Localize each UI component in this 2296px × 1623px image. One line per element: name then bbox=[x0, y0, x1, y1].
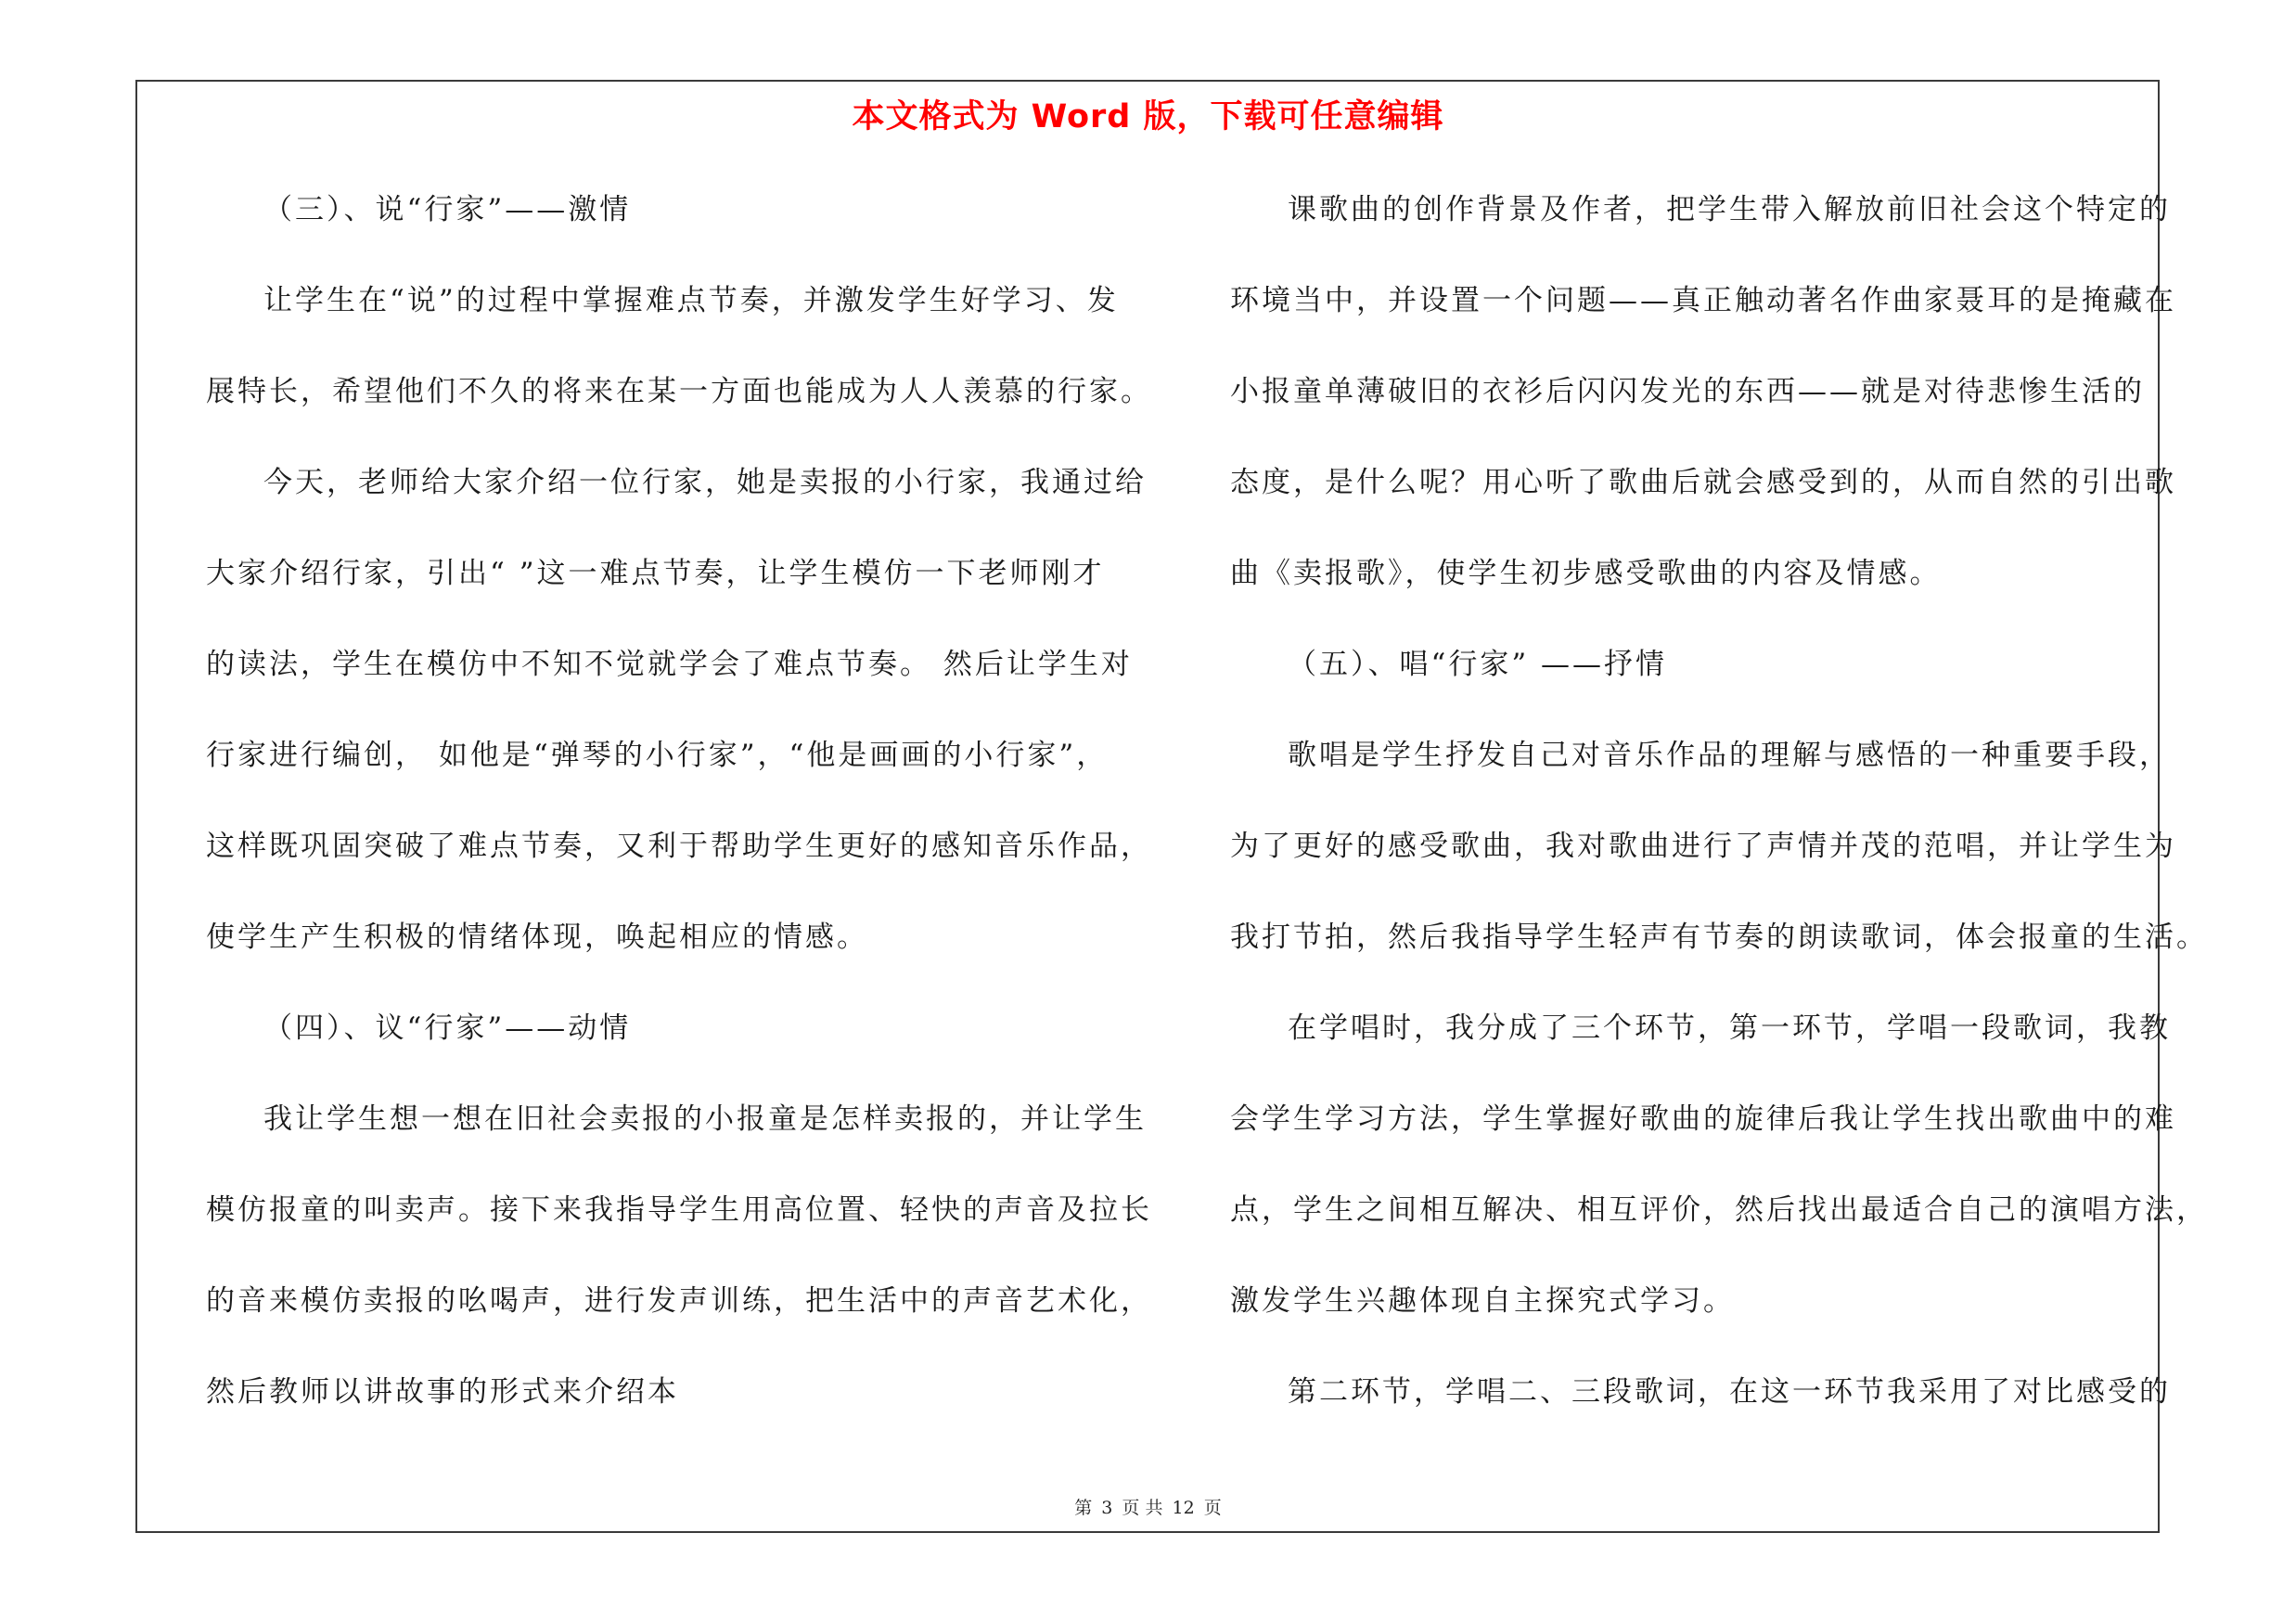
paragraph-line: 使学生产生积极的情绪体现，唤起相应的情感。 bbox=[206, 921, 868, 954]
paragraph-line: 课歌曲的创作背景及作者，把学生带入解放前旧社会这个特定的 bbox=[1288, 193, 2171, 226]
paragraph-line: 环境当中，并设置一个问题——真正触动著名作曲家聂耳的是掩藏在 bbox=[1230, 284, 2176, 317]
footer-prefix: 第 bbox=[1074, 1498, 1093, 1518]
paragraph-line: 小报童单薄破旧的衣衫后闪闪发光的东西——就是对待悲惨生活的 bbox=[1230, 375, 2145, 408]
footer-suffix: 页 bbox=[1203, 1498, 1222, 1518]
paragraph-line: 让学生在“说”的过程中掌握难点节奏，并激发学生好学习、发 bbox=[263, 284, 1119, 317]
total-pages-number: 12 bbox=[1172, 1498, 1195, 1518]
paragraph-line: 会学生学习方法，学生掌握好歌曲的旋律后我让学生找出歌曲中的难 bbox=[1230, 1102, 2176, 1136]
paragraph-line: 我打节拍，然后我指导学生轻声有节奏的朗读歌词，体会报童的生活。 bbox=[1230, 921, 2208, 954]
paragraph-line: 的读法，学生在模仿中不知不觉就学会了难点节奏。 然后让学生对 bbox=[206, 648, 1133, 681]
format-banner: 本文格式为 Word 版，下载可任意编辑 bbox=[852, 98, 1444, 135]
heading-section-5: （五）、唱“行家” ——抒情 bbox=[1288, 648, 1668, 681]
right-column bbox=[1230, 186, 2208, 1459]
page-number-footer bbox=[0, 1494, 2296, 1519]
paragraph-line: 模仿报童的叫卖声。接下来我指导学生用高位置、轻快的声音及拉长 bbox=[206, 1193, 1152, 1227]
paragraph-line: 点，学生之间相互解决、相互评价，然后找出最适合自己的演唱方法， bbox=[1230, 1193, 2208, 1227]
paragraph-line: 曲《卖报歌》，使学生初步感受歌曲的内容及情感。 bbox=[1230, 557, 1942, 590]
paragraph-line: 态度，是什么呢？用心听了歌曲后就会感受到的，从而自然的引出歌 bbox=[1230, 466, 2176, 499]
paragraph-line: 为了更好的感受歌曲，我对歌曲进行了声情并茂的范唱，并让学生为 bbox=[1230, 830, 2176, 863]
heading-section-4: （四）、议“行家”——动情 bbox=[263, 1011, 632, 1045]
paragraph-line: 激发学生兴趣体现自主探究式学习。 bbox=[1230, 1284, 1735, 1318]
paragraph-line: 我让学生想一想在旧社会卖报的小报童是怎样卖报的，并让学生 bbox=[263, 1102, 1147, 1136]
paragraph-line: 大家介绍行家，引出“ ”这一难点节奏，让学生模仿一下老师刚才 bbox=[206, 557, 1105, 590]
paragraph-line: 的音来模仿卖报的吆喝声，进行发声训练，把生活中的声音艺术化， bbox=[206, 1284, 1152, 1318]
paragraph-line: 这样既巩固突破了难点节奏，又利于帮助学生更好的感知音乐作品， bbox=[206, 830, 1152, 863]
paragraph-line: 第二环节，学唱二、三段歌词，在这一环节我采用了对比感受的 bbox=[1288, 1375, 2171, 1409]
heading-section-3: （三）、说“行家”——激情 bbox=[263, 193, 632, 226]
current-page-number: 3 bbox=[1101, 1498, 1113, 1518]
footer-middle: 页 共 bbox=[1122, 1498, 1163, 1518]
paragraph-line: 行家进行编创， 如他是“弹琴的小行家”，“他是画画的小行家”， bbox=[206, 739, 1109, 772]
paragraph-line: 展特长，希望他们不久的将来在某一方面也能成为人人羡慕的行家。 bbox=[206, 375, 1152, 408]
paragraph-line: 今天，老师给大家介绍一位行家，她是卖报的小行家，我通过给 bbox=[263, 466, 1147, 499]
left-column bbox=[206, 186, 1152, 1459]
paragraph-line: 然后教师以讲故事的形式来介绍本 bbox=[206, 1375, 679, 1409]
paragraph-line: 在学唱时，我分成了三个环节，第一环节，学唱一段歌词，我教 bbox=[1288, 1011, 2171, 1045]
paragraph-line: 歌唱是学生抒发自己对音乐作品的理解与感悟的一种重要手段， bbox=[1288, 739, 2171, 772]
